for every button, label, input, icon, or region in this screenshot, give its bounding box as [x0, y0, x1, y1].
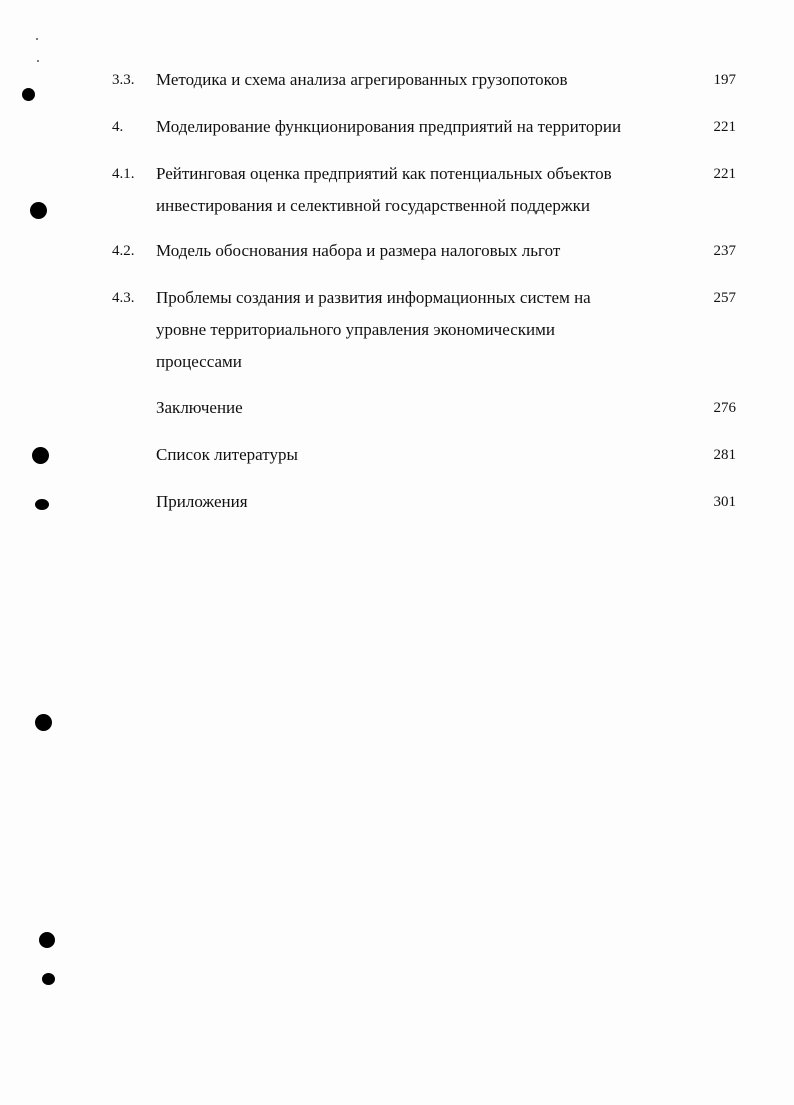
toc-entry-page: 221: [713, 119, 736, 135]
toc-entry-title: Список литературы: [156, 445, 298, 464]
toc-entry-number: 4.2.: [112, 243, 135, 259]
toc-entry-title: Методика и схема анализа агрегированных грузопотоков: [156, 70, 568, 89]
scan-speck: [37, 60, 39, 62]
punch-hole-mark: [30, 202, 47, 219]
toc-entry-title: Рейтинговая оценка предприятий как потенциальных объектов инвестирования и селективной государственной поддержки: [156, 164, 612, 215]
toc-entry-title: Модель обоснования набора и размера налоговых льгот: [156, 241, 561, 260]
scan-speck: [36, 38, 38, 40]
punch-hole-mark: [32, 447, 49, 464]
toc-entry-number: 4.1.: [112, 166, 135, 182]
toc-entry-title: Заключение: [156, 398, 243, 417]
toc-entry-title: Моделирование функционирования предприятий на территории: [156, 117, 622, 136]
toc-entry-page: 257: [713, 290, 736, 306]
punch-hole-mark: [35, 499, 49, 510]
punch-hole-mark: [22, 88, 35, 101]
toc-entry-number: 4.3.: [112, 290, 135, 306]
toc-entry-number: 4.: [112, 119, 124, 135]
punch-hole-mark: [35, 714, 52, 731]
toc-entry-page: 237: [713, 243, 736, 259]
toc-entry-number: 3.3.: [112, 72, 135, 88]
toc-entry-page: 281: [713, 447, 736, 463]
punch-hole-mark: [42, 973, 55, 985]
toc-entry-page: 276: [713, 400, 736, 416]
toc-entry-page: 221: [713, 166, 736, 182]
toc-entry-page: 197: [713, 72, 736, 88]
toc-entry-title: Проблемы создания и развития информационных систем на уровне территориального управления экономическими процессами: [156, 288, 591, 371]
punch-hole-mark: [39, 932, 55, 948]
toc-entry-title: Приложения: [156, 492, 248, 511]
toc-entry-page: 301: [713, 494, 736, 510]
